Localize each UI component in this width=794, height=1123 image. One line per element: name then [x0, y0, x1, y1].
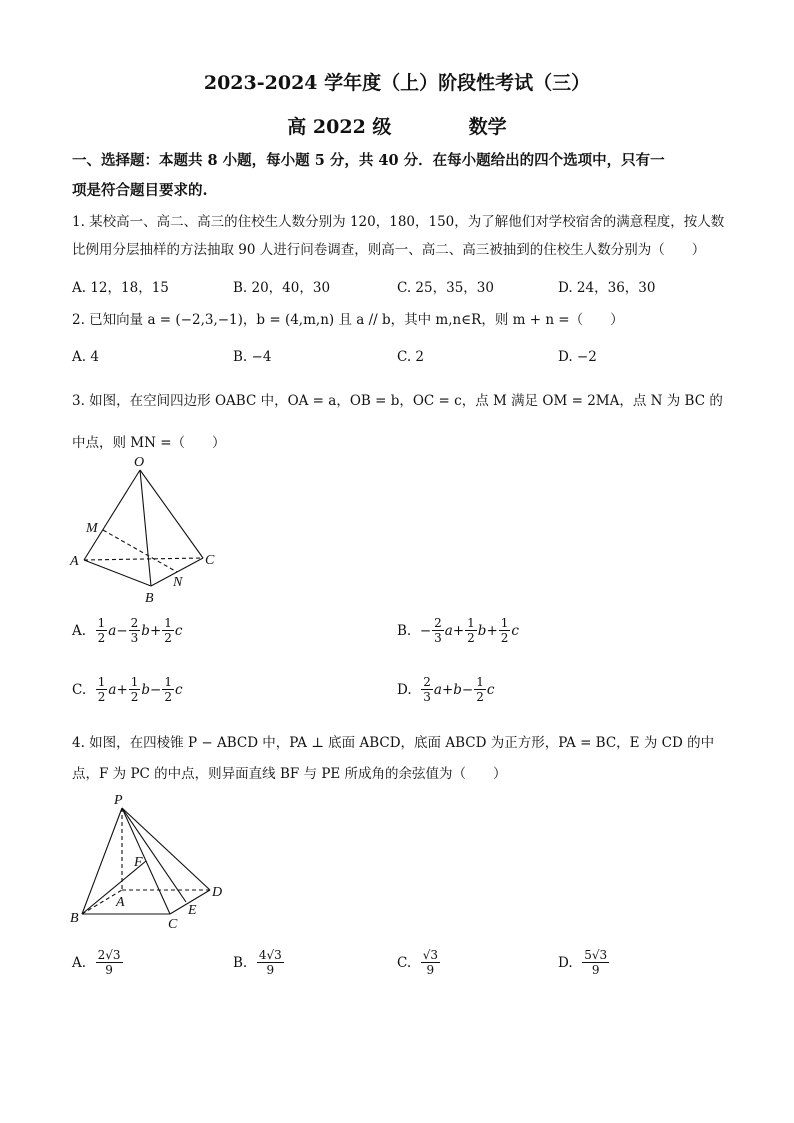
option-letter: A. [72, 954, 87, 971]
q4-line-1: 4. 如图，在四棱锥 P − ABCD 中，PA ⊥ 底面 ABCD，底面 ABCD 为正方形，PA = BC，E 为 CD 的中 [72, 735, 715, 751]
answer-fraction-numerator: 2√3 [97, 948, 121, 962]
section-line-1: 一、选择题：本题共 8 小题，每小题 5 分，共 40 分．在每小题给出的四个选项中，只有一 [72, 152, 665, 169]
coefficient-fraction-numerator: 1 [97, 616, 106, 630]
coefficient-fraction-denominator: 2 [467, 631, 475, 645]
coefficient-fraction-denominator: 3 [423, 690, 431, 704]
label-e: E [188, 903, 197, 918]
vector-a: a [108, 681, 117, 698]
q3-option-b [397, 616, 519, 645]
vector-c: c [175, 681, 183, 698]
section-line-2: 项是符合题目要求的. [72, 182, 208, 199]
operator: − [461, 681, 474, 698]
operator: + [486, 622, 498, 639]
exam-title: 2023-2024 学年度（上）阶段性考试（三） [203, 72, 591, 94]
coefficient-fraction [96, 616, 108, 645]
answer-fraction-numerator: 4√3 [258, 948, 282, 962]
q3-option-c [72, 675, 183, 704]
q2-option-a: A. 4 [72, 349, 99, 365]
option-letter: A. [72, 622, 87, 639]
grade-label: 高 2022 级 [287, 116, 392, 138]
q3-line-2: 中点，则 MN =（ ） [72, 435, 226, 451]
coefficient-fraction-numerator: 1 [130, 675, 139, 689]
answer-fraction-denominator: 9 [105, 963, 113, 977]
spacer [86, 682, 95, 698]
coefficient-fraction [474, 675, 486, 704]
operator: + [116, 681, 128, 698]
option-letter: C. [72, 681, 87, 698]
vector-c: c [174, 622, 183, 639]
spacer [411, 623, 420, 639]
coefficient-fraction [499, 616, 511, 645]
coefficient-fraction-denominator: 3 [130, 631, 139, 645]
spacer [86, 955, 95, 971]
coefficient-fraction-denominator: 2 [130, 690, 139, 704]
edge-pd [122, 808, 210, 890]
operator: + [452, 622, 465, 639]
tetrahedron-figure [66, 450, 226, 605]
operator: − [419, 622, 432, 639]
q4-option-c [397, 948, 441, 977]
answer-fraction-denominator: 9 [591, 963, 600, 977]
grade-subject-line [0, 112, 794, 139]
label-n: N [173, 575, 183, 590]
q4-line-2: 点，F 为 PC 的中点，则异面直线 BF 与 PE 所成角的余弦值为（ ） [72, 766, 507, 782]
label-f: F [134, 855, 143, 870]
q1-option-c: C. 25，35，30 [397, 280, 494, 296]
answer-fraction [421, 948, 440, 977]
operator: − [150, 681, 162, 698]
coefficient-fraction-denominator: 2 [97, 690, 106, 704]
q2-option-b: B. −4 [233, 349, 272, 365]
segment-pe [122, 808, 186, 902]
coefficient-fraction-numerator: 1 [500, 616, 509, 630]
coefficient-fraction [162, 675, 174, 704]
spacer [411, 955, 420, 971]
label-b: B [145, 591, 154, 605]
question-1 [72, 208, 732, 264]
answer-fraction-denominator: 9 [266, 963, 275, 977]
vector-c: c [511, 622, 519, 639]
section-heading [72, 146, 732, 206]
coefficient-fraction-numerator: 1 [467, 616, 475, 630]
coefficient-fraction-numerator: 1 [164, 616, 172, 630]
subject-label: 数学 [468, 116, 507, 138]
q3-option-a [72, 616, 182, 645]
pyramid-figure [66, 790, 236, 932]
coefficient-fraction-numerator: 2 [423, 675, 431, 689]
spacer [247, 955, 256, 971]
option-letter: D. [558, 954, 573, 971]
label-a: A [116, 895, 125, 910]
answer-fraction-numerator: 5√3 [584, 948, 608, 962]
q3-option-d [397, 675, 494, 704]
option-letter: D. [397, 681, 412, 698]
coefficient-fraction-numerator: 2 [130, 616, 139, 630]
coefficient-fraction [465, 616, 477, 645]
spacer [573, 955, 582, 971]
coefficient-fraction [432, 616, 444, 645]
segment-mn-dashed [103, 530, 177, 572]
edge-oc [140, 470, 203, 558]
q1-option-b: B. 20，40，30 [233, 280, 331, 296]
label-b: B [70, 911, 79, 926]
coefficient-fraction [421, 675, 433, 704]
coefficient-fraction [96, 675, 108, 704]
label-c: C [168, 917, 178, 932]
vector-c: c [486, 681, 495, 698]
coefficient-fraction-denominator: 3 [434, 631, 442, 645]
vector-a: a [433, 681, 442, 698]
operator: − [116, 622, 128, 639]
coefficient-fraction [129, 675, 141, 704]
label-p: P [114, 793, 123, 808]
q1-option-a: A. 12，18，15 [72, 280, 169, 296]
option-letter: B. [233, 954, 248, 971]
coefficient-fraction-numerator: 1 [97, 675, 106, 689]
answer-fraction [96, 948, 123, 977]
q2-option-d: D. −2 [558, 349, 597, 365]
operator: + [441, 681, 454, 698]
coefficient-fraction-numerator: 1 [164, 675, 172, 689]
coefficient-fraction [129, 616, 141, 645]
label-o: O [134, 455, 145, 470]
coefficient-fraction-denominator: 2 [500, 631, 509, 645]
vector-b: b [453, 681, 462, 698]
label-d: D [212, 885, 223, 900]
label-m: M [86, 521, 98, 536]
answer-fraction-denominator: 9 [426, 963, 435, 977]
q4-option-b [233, 948, 285, 977]
vector-b: b [141, 622, 150, 639]
coefficient-fraction-numerator: 1 [476, 675, 484, 689]
coefficient-fraction-numerator: 2 [434, 616, 442, 630]
option-letter: C. [397, 954, 412, 971]
option-letter: B. [397, 622, 412, 639]
answer-fraction [257, 948, 284, 977]
spacer [86, 623, 95, 639]
coefficient-fraction-denominator: 2 [164, 631, 172, 645]
question-2: 2. 已知向量 a = (−2,3,−1)，b = (4,m,n) 且 a // b，其中 m,n∈R，则 m + n =（ ） [72, 312, 624, 328]
q4-option-d [558, 948, 610, 977]
edge-ac-dashed [84, 558, 203, 560]
label-a: A [70, 554, 79, 569]
coefficient-fraction-denominator: 2 [164, 690, 172, 704]
edge-ob [140, 470, 151, 586]
q4-option-a [72, 948, 124, 977]
label-c: C [205, 553, 215, 568]
question-4 [72, 728, 732, 790]
coefficient-fraction-denominator: 2 [476, 690, 484, 704]
q2-option-c: C. 2 [397, 349, 425, 365]
vector-b: b [141, 681, 151, 698]
q1-option-d: D. 24，36，30 [558, 280, 656, 296]
edge-ab [84, 560, 151, 586]
coefficient-fraction [162, 616, 174, 645]
edge-oa [84, 470, 140, 560]
vector-a: a [108, 622, 117, 639]
vector-b: b [477, 622, 487, 639]
vector-a: a [444, 622, 453, 639]
spacer [412, 682, 421, 698]
answer-fraction [582, 948, 609, 977]
q3-line-1: 3. 如图，在空间四边形 OABC 中，OA = a，OB = b，OC = c，点 M 满足 OM = 2MA，点 N 为 BC 的 [72, 393, 723, 409]
operator: + [149, 622, 162, 639]
answer-fraction-numerator: √3 [422, 948, 439, 962]
coefficient-fraction-denominator: 2 [97, 631, 106, 645]
q1-line-2: 比例用分层抽样的方法抽取 90 人进行问卷调查，则高一、高二、高三被抽到的住校生人数分别为（ ） [72, 242, 706, 258]
q1-line-1: 1. 某校高一、高二、高三的住校生人数分别为 120，180，150，为了解他们对学校宿舍的满意程度，按人数 [72, 214, 725, 230]
